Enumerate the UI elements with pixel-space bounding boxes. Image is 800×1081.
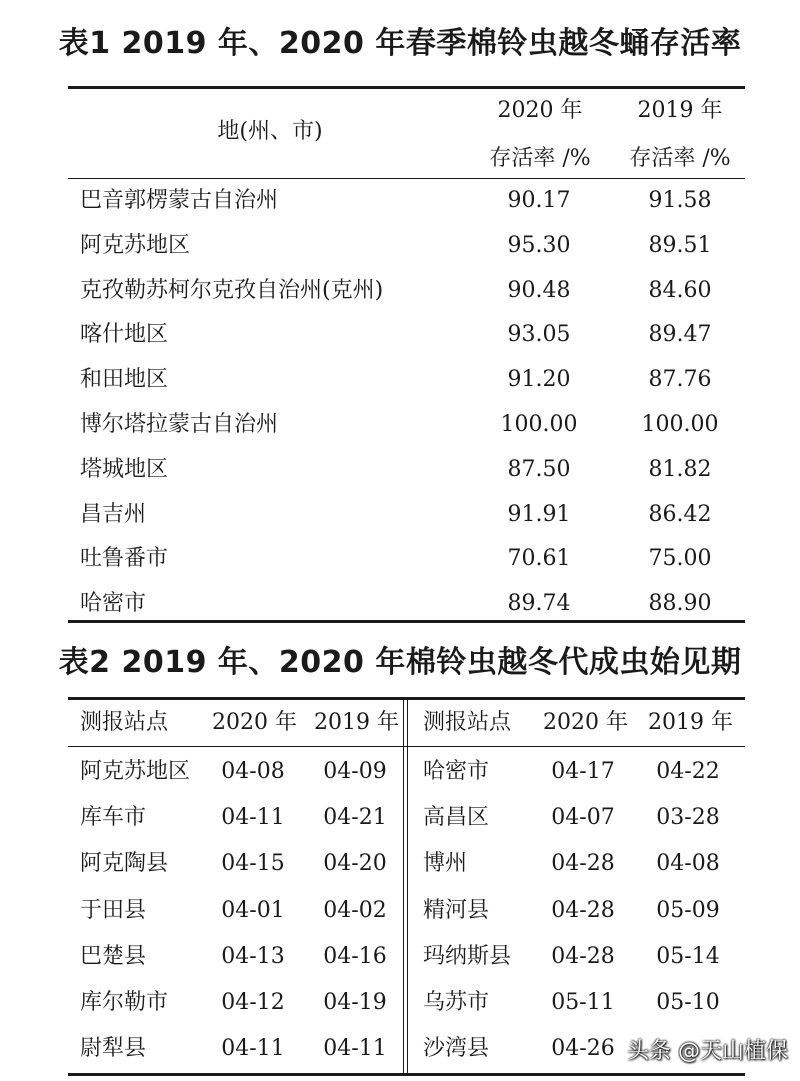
table2-cell-station: 尉犁县	[80, 1036, 147, 1061]
table2-cell-2020: 04-12	[221, 990, 285, 1015]
table2-cell-2019: 05-14	[656, 944, 720, 969]
table2-cell-2020: 04-15	[221, 851, 285, 876]
table1-cell-region: 喀什地区	[80, 322, 169, 347]
table1-cell-2020: 91.20	[507, 367, 571, 392]
table1-header-rule	[68, 178, 745, 179]
table1-header-2019-unit: 存活率 /%	[629, 146, 731, 171]
table2-column-divider-a	[403, 699, 404, 1075]
table1-title: 表1 2019 年、2020 年春季棉铃虫越冬蛹存活率	[58, 26, 742, 61]
table2-cell-station: 于田县	[80, 898, 147, 923]
table2-bottom-rule	[68, 1073, 745, 1076]
table2-cell-2020: 05-11	[551, 990, 615, 1015]
table2-cell-2020: 04-08	[221, 759, 285, 784]
table2-cell-station: 高昌区	[423, 805, 490, 830]
table2-cell-2019: 04-08	[656, 851, 720, 876]
table2-cell-2019: 03-28	[656, 805, 720, 830]
table2-cell-2020: 04-11	[221, 805, 285, 830]
table1-cell-2019: 91.58	[648, 188, 712, 213]
table2-cell-2019: 04-16	[323, 944, 387, 969]
table1-header-2020-unit: 存活率 /%	[489, 146, 591, 171]
table1-cell-region: 巴音郭楞蒙古自治州	[80, 188, 279, 213]
watermark: 头条 @天山植保	[627, 1039, 788, 1064]
table2-cell-2019: 04-19	[323, 990, 387, 1015]
table2-cell-2020: 04-28	[551, 944, 615, 969]
table2-cell-2019: 05-10	[656, 990, 720, 1015]
table1-header-2020-year: 2020 年	[497, 98, 583, 123]
table2-title: 表2 2019 年、2020 年棉铃虫越冬代成虫始见期	[58, 645, 742, 680]
table1-cell-region: 哈密市	[80, 591, 147, 616]
table1-cell-2020: 91.91	[507, 502, 571, 527]
table2-cell-station: 乌苏市	[423, 990, 490, 1015]
table2-header-2019-left: 2019 年	[314, 710, 399, 735]
table1-cell-region: 博尔塔拉蒙古自治州	[80, 412, 279, 437]
table2-cell-station: 库尔勒市	[80, 990, 169, 1015]
table2-cell-station: 玛纳斯县	[423, 944, 512, 969]
table2-cell-station: 阿克苏地区	[80, 759, 191, 784]
table2-cell-station: 哈密市	[423, 759, 490, 784]
table1-cell-region: 昌吉州	[80, 502, 147, 527]
table1-cell-2019: 87.76	[648, 367, 712, 392]
table2-cell-station: 库车市	[80, 805, 147, 830]
table2-header-station-left: 测报站点	[80, 710, 169, 735]
table1-cell-2019: 89.51	[648, 233, 712, 258]
table1-top-rule	[68, 86, 745, 89]
table2-cell-station: 博州	[423, 851, 468, 876]
table2-cell-2019: 04-20	[323, 851, 387, 876]
table2-header-2020-right: 2020 年	[543, 710, 628, 735]
table2-cell-2019: 04-22	[656, 759, 720, 784]
table1-cell-2020: 87.50	[507, 457, 571, 482]
table2-header-station-right: 测报站点	[423, 710, 512, 735]
table1-cell-2020: 90.17	[507, 188, 571, 213]
table2-cell-2019: 05-09	[656, 898, 720, 923]
table2-header-2019-right: 2019 年	[648, 710, 733, 735]
table1-cell-2020: 89.74	[507, 591, 571, 616]
table2-cell-2020: 04-07	[551, 805, 615, 830]
table2-cell-2020: 04-26	[551, 1036, 615, 1061]
table1-cell-2020: 95.30	[507, 233, 571, 258]
table2-cell-2019: 04-09	[323, 759, 387, 784]
table2-cell-2020: 04-28	[551, 898, 615, 923]
table1-header-2019-year: 2019 年	[637, 98, 723, 123]
table1-cell-region: 和田地区	[80, 367, 169, 392]
table2-header-2020-left: 2020 年	[212, 710, 297, 735]
table1-cell-region: 吐鲁番市	[80, 546, 169, 571]
table2-cell-2020: 04-13	[221, 944, 285, 969]
table1-cell-region: 塔城地区	[80, 457, 169, 482]
table2-cell-station: 精河县	[423, 898, 490, 923]
table1-header-region: 地(州、市)	[217, 119, 323, 144]
table2-cell-2019: 04-21	[323, 805, 387, 830]
table2-cell-2020: 04-28	[551, 851, 615, 876]
table2-cell-station: 沙湾县	[423, 1036, 490, 1061]
table2-cell-2020: 04-01	[221, 898, 285, 923]
table1-cell-2019: 89.47	[648, 322, 712, 347]
table1-cell-2019: 100.00	[641, 412, 719, 437]
table1-cell-2019: 84.60	[648, 278, 712, 303]
table2-cell-2019: 04-11	[323, 1036, 387, 1061]
table1-bottom-rule	[68, 620, 745, 623]
table2-cell-station: 阿克陶县	[80, 851, 169, 876]
table2-cell-station: 巴楚县	[80, 944, 147, 969]
table1-cell-2020: 70.61	[507, 546, 571, 571]
table2-column-divider-b	[407, 699, 408, 1075]
table1-cell-2019: 81.82	[648, 457, 712, 482]
table1-cell-region: 克孜勒苏柯尔克孜自治州(克州)	[80, 278, 384, 303]
table2-cell-2020: 04-17	[551, 759, 615, 784]
table2-cell-2020: 04-11	[221, 1036, 285, 1061]
table2-cell-2019: 04-02	[323, 898, 387, 923]
table1-cell-2020: 100.00	[500, 412, 578, 437]
table1-cell-2019: 75.00	[648, 546, 712, 571]
table1-cell-2020: 90.48	[507, 278, 571, 303]
table1-cell-region: 阿克苏地区	[80, 233, 191, 258]
table1-cell-2020: 93.05	[507, 322, 571, 347]
table1-cell-2019: 88.90	[648, 591, 712, 616]
table1-cell-2019: 86.42	[648, 502, 712, 527]
